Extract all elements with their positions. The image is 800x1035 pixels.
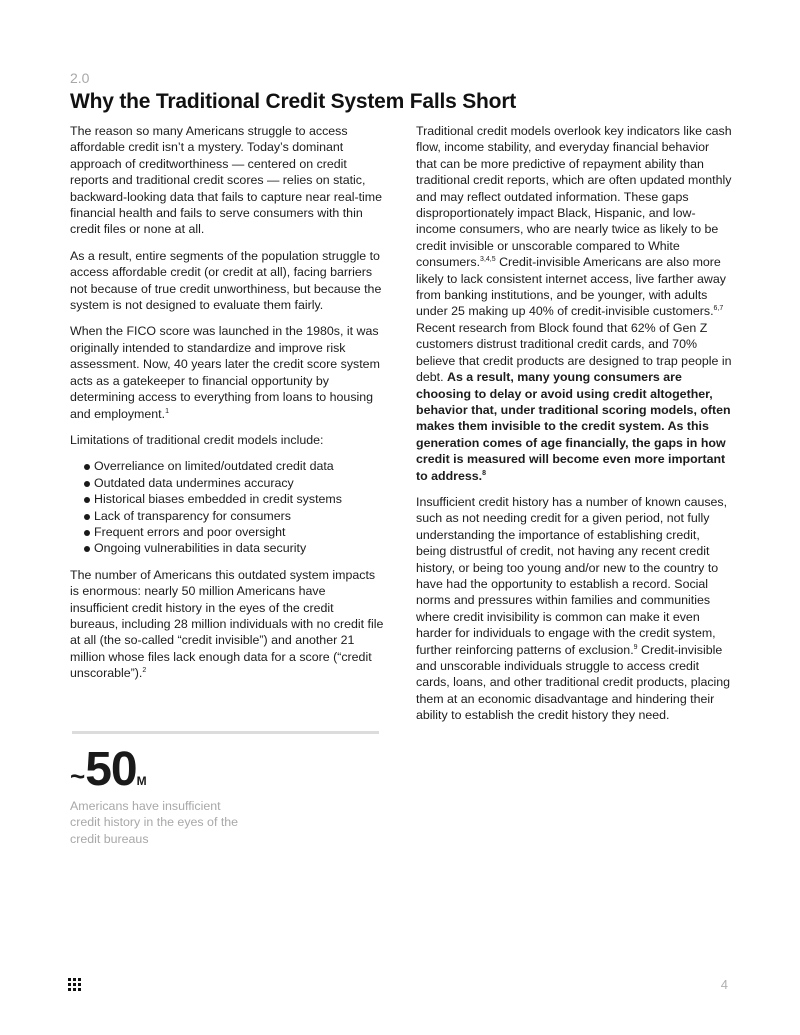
causes-paragraph: [416, 494, 732, 724]
right-column: [416, 123, 732, 734]
list-item: Ongoing vulnerabilities in data security: [84, 540, 385, 556]
emphasis-text: As a result, many young consumers are choosing to delay or avoid using credit altogether, behavior that, under traditional scoring models, often makes them invisible to the credit system. As this generation comes of age financially, the gaps in how credit is measured will become even more important to address.: [416, 370, 731, 483]
impact-paragraph: [70, 567, 385, 682]
section-number: 2.0: [70, 70, 90, 86]
impact-text: The number of Americans this outdated system impacts is enormous: nearly 50 million Americans have insufficient credit history in the eyes of the credit bureaus, including 28 million individuals with no credit file at all (the so-called “credit invisible”) and another 21 million whose files lack enough data for a score (“credit unscorable”).: [70, 567, 384, 681]
stat-divider: [72, 731, 379, 734]
models-text: Traditional credit models overlook key indicators like cash flow, income stability, and everyday financial behavior that can be more predictive of repayment ability than traditional credit reports, which are often updated monthly and may reflect outdated information. These gaps disproportionately impact Black, Hispanic, and low-income consumers, who are nearly twice as likely to be credit invisible or unscorable compared to White consumers.: [416, 124, 732, 270]
credit-models-paragraph: [416, 123, 732, 484]
page-title: Why the Traditional Credit System Falls Short: [70, 90, 517, 113]
footnote-ref: 1: [165, 407, 169, 415]
invisible-text: Credit-invisible Americans are also more likely to lack consistent internet access, live farther away from banking institutions, and be younger, with adults under 25 making up 40% of credit-invisible customers.: [416, 255, 726, 319]
footnote-ref: 2: [142, 667, 147, 675]
limitations-list: [70, 458, 385, 556]
causes-text: Insufficient credit history has a number of known causes, such as not needing credit for a given period, not fully understanding the importance of establishing credit, being distrustful of credit, not having any recent credit history, or being too young and/or new to the country to have had the opportunity to establish a record. Social norms and pressures within families and communities where credit invisibility is common can make it even harder for individuals to engage with the credit system, further reinforcing patterns of exclusion.: [416, 494, 728, 657]
stat-unit: M: [136, 774, 147, 788]
footnote-ref: 9: [633, 643, 638, 651]
list-item: Outdated data undermines accuracy: [84, 475, 385, 491]
page-number: 4: [720, 977, 728, 992]
footnote-ref: 8: [482, 469, 487, 477]
list-item: Historical biases embedded in credit systems: [84, 491, 385, 507]
left-column: [70, 123, 385, 692]
stat-callout: [70, 744, 147, 796]
stat-value: 50: [85, 743, 137, 796]
stat-prefix: ~: [70, 761, 86, 791]
segments-paragraph: As a result, entire segments of the population struggle to access affordable credit (or credit at all), facing barriers not because of true credit unworthiness, but because the system is not designed to evaluate them fairly.: [70, 248, 382, 313]
fico-text: When the FICO score was launched in the 1980s, it was originally intended to standardize and improve risk assessment. Now, 40 years later the credit score system acts as a gatekeeper to financial opportunity by determining access to everything from loans to housing and employment.: [70, 324, 380, 421]
list-item: Overreliance on limited/outdated credit data: [84, 458, 385, 474]
intro-paragraph: The reason so many Americans struggle to access affordable credit isn’t a mystery. Today’s dominant approach of creditworthiness — centered on credit reports and traditional credit scores — relies on static, backward-looking data that fails to capture near real-time financial health and fails to serve consumers with thin credit files or none at all.: [70, 124, 382, 237]
disadvantage-text: Credit-invisible and unscorable individuals struggle to access credit cards, loans, and other traditional credit products, placing them at an economic disadvantage and hindering their ability to establish the credit history they need.: [416, 642, 731, 723]
footnote-ref: 6,7: [713, 305, 724, 313]
list-item: Frequent errors and poor oversight: [84, 524, 385, 540]
block-research-text: Recent research from Block found that 62% of Gen Z customers distrust traditional credit cards, and 70% believe that credit products are designed to trap people in debt.: [416, 320, 732, 385]
grid-logo-icon: [68, 978, 81, 991]
limitations-heading: Limitations of traditional credit models include:: [70, 432, 324, 447]
footnote-ref: 3,4,5: [480, 256, 496, 264]
fico-paragraph: [70, 323, 385, 421]
list-item: Lack of transparency for consumers: [84, 508, 385, 524]
stat-caption: Americans have insufficient credit history in the eyes of the credit bureaus: [70, 799, 239, 846]
